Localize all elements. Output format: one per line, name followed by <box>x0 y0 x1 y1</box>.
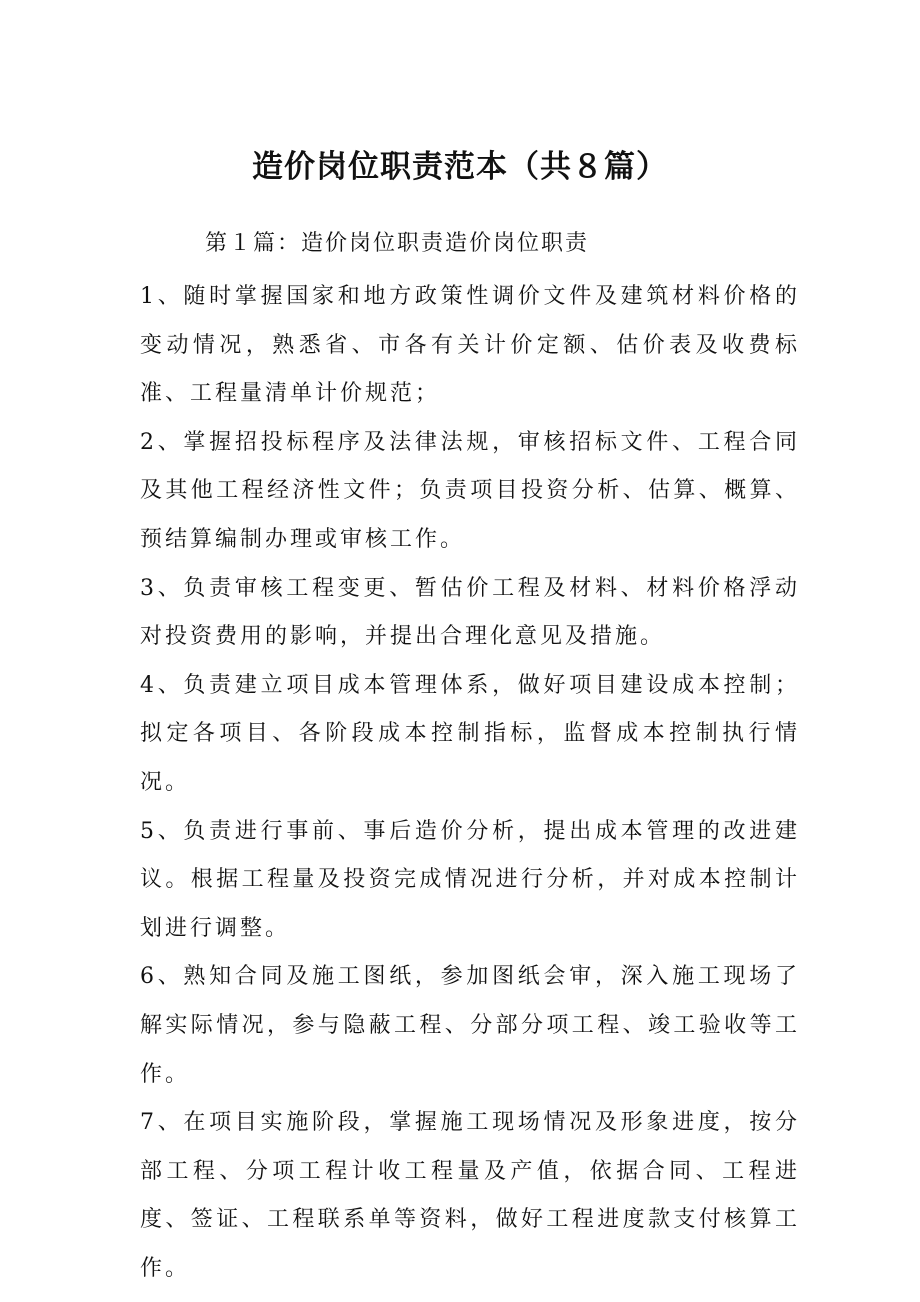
paragraph-6: 6、熟知合同及施工图纸，参加图纸会审，深入施工现场了解实际情况，参与隐蔽工程、分部分项工程、竣工验收等工作。 <box>140 964 800 1087</box>
document-body <box>140 273 800 1293</box>
paragraph-3: 3、负责审核工程变更、暂估价工程及材料、材料价格浮动对投资费用的影响，并提出合理化意见及措施。 <box>140 575 800 650</box>
document-title: 造价岗位职责范本（共８篇） <box>252 149 668 185</box>
paragraph-7: 7、在项目实施阶段，掌握施工现场情况及形象进度，按分部工程、分项工程计收工程量及产值，依据合同、工程进度、签证、工程联系单等资料，做好工程进度款支付核算工作。 <box>140 1110 800 1281</box>
paragraph-1: 1、随时掌握国家和地方政策性调价文件及建筑材料价格的变动情况，熟悉省、市各有关计价定额、估价表及收费标准、工程量清单计价规范； <box>140 284 800 407</box>
section-heading: 第１篇：造价岗位职责造价岗位职责 <box>205 231 590 256</box>
paragraph-4: 4、负责建立项目成本管理体系，做好项目建设成本控制；拟定各项目、各阶段成本控制指标，监督成本控制执行情况。 <box>140 672 800 795</box>
paragraph-5: 5、负责进行事前、事后造价分析，提出成本管理的改进建议。根据工程量及投资完成情况进行分析，并对成本控制计划进行调整。 <box>140 818 800 941</box>
paragraph-2: 2、掌握招投标程序及法律法规，审核招标文件、工程合同及其他工程经济性文件；负责项目投资分析、估算、概算、预结算编制办理或审核工作。 <box>140 429 800 552</box>
